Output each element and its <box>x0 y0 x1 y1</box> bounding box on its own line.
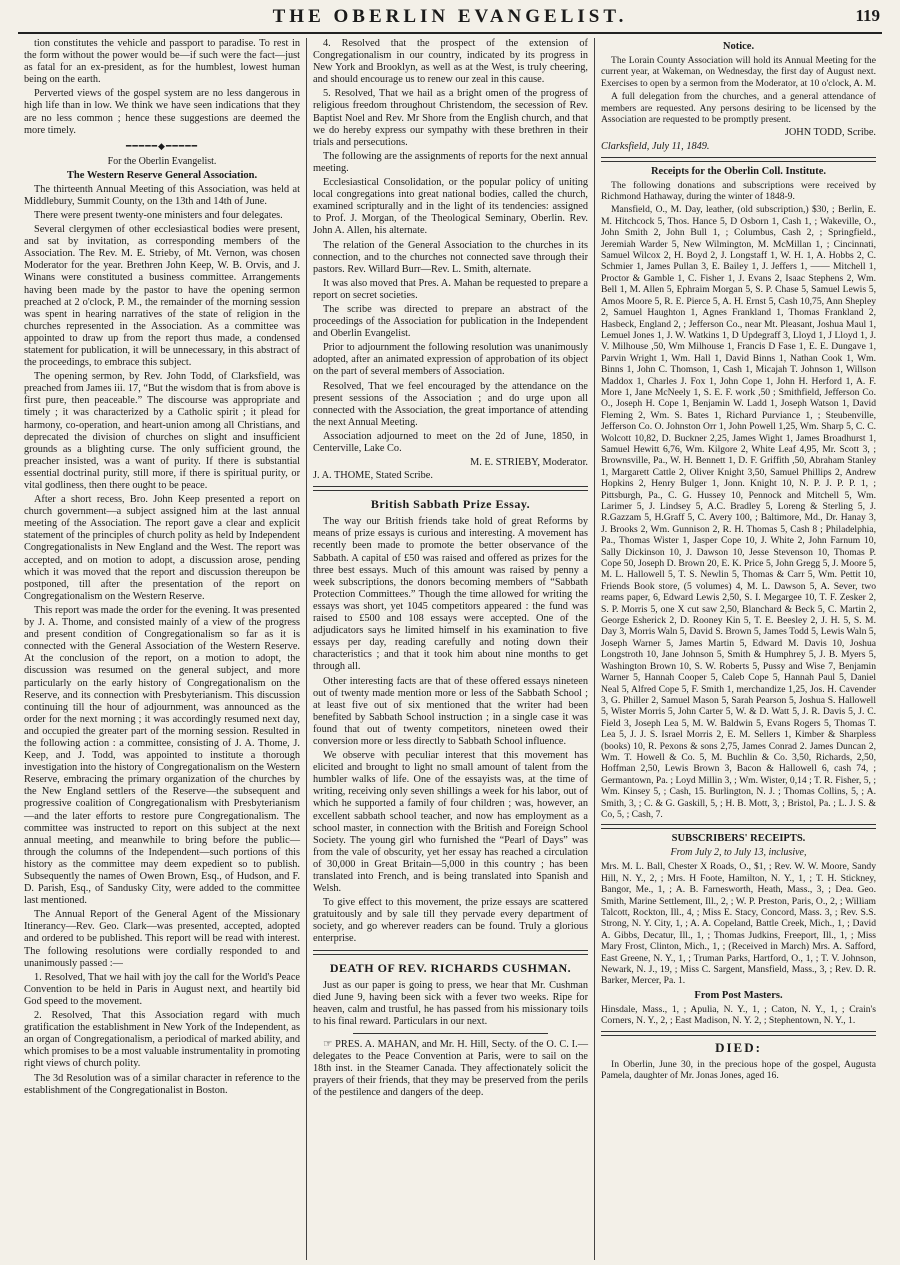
section-divider <box>313 950 588 955</box>
article-paragraph: This report was made the order for the evening. It was presented by J. A. Thome, and consisted mainly of a view of the progress and present condition of Congregationalism so far as it is connected with the General Association of the Western Reserve. At the conclusion of the report, on a motion to adopt, the discussion was resumed on the general subject, and more particularly on the early history of Congregationalism on the Reserve, and its connection with Presbyterianism. This discussion continuing till the hour of adjournment, was announced as the order for the next morning ; it was accordingly resumed next day, and occupied the greater part of the morning session. Resulted in the following action : a committee, consisting of J. A. Thome, J. Keep, and J. Todd, was appointed to institute a thorough investigation into the history of Congregationalism on the Western Reserve, embracing the primary organization of the churches by the New England settlers of the Reserve—the subsequent and progressive coalition of Congregationalism with Presbyterianism—and the later efforts to restore pure Congregationalism. The committee was instructed to report on this subject at the next annual meeting, and meanwhile to bring before the public—through the columns of the Independent—such portions of this history as the committee may deem expedient so to publish. Subsequently the names of Owen Brown, Esq., of Hudson, and F. D. Parish, Esq., of Sandusky City, were added to the committee last mentioned. <box>24 604 300 907</box>
article-paragraph: Ecclesiastical Consolidation, or the popular policy of uniting local congregations into great national bodies, called the church, examined scripturally and in the light of its tendencies: assigned to Prof. J. Morgan, of the Theological Seminary, Oberlin. Rev. John A. Allen, his alternate. <box>313 177 588 237</box>
section-divider <box>313 486 588 491</box>
article-paragraph: The scribe was directed to prepare an abstract of the proceedings of the Association for publication in the Independent and Oberlin Evangelist. <box>313 303 588 340</box>
article-paragraph: Association adjourned to meet on the 2d of June, 1850, in Centerville, Lake Co. <box>313 430 588 454</box>
intro-paragraph: tion constitutes the vehicle and passport to paradise. To rest in the form without the power would be—if such were the fact—just as fatal for an ex-president, as for the humblest, lowest human being on the earth. <box>24 38 300 86</box>
article-heading: British Sabbath Prize Essay. <box>370 497 531 512</box>
article-paragraph: The 3d Resolution was of a similar character in reference to the establishment of the Congregationalist in Boston. <box>24 1072 300 1096</box>
notice-dateline: Clarksfield, July 11, 1849. <box>601 140 710 152</box>
notice-paragraph: A full delegation from the churches, and a general attendance of members are requested. Any persons desiring to be licensed by the Association are requested to be promptly present. <box>601 91 876 126</box>
article-paragraph: We observe with peculiar interest that this movement has elicited and brought to light no small amount of talent from the humbler walks of life. One of the essayists was, at the time of writing, receiving only seven shillings a week for his labor, out of which he supported a family of four children ; was, however, an excellent sabbath school teacher, and now has employment as a school master, in connection with the British and Foreign School Society. The young girl who furnished the “Pearl of Days” was from the vale of obscurity, yet her essay has reached a circulation of 30,000 in Great Britain—5,000 in this country ; has been translated into French, and is being translated into Spanish and Welsh. <box>313 750 588 895</box>
article-paragraph: 2. Resolved, That this Association regard with much gratification the establishment in New York of the Independent, as an organ of Congregationalism, a periodical of marked ability, and which promises to be a most valuable instrumentality in promoting right views of church polity. <box>24 1010 300 1070</box>
section-divider: ━━━━━◆━━━━━ <box>125 140 199 151</box>
subscribers-heading: SUBSCRIBERS' RECEIPTS. <box>671 833 806 845</box>
signature-moderator: M. E. STRIEBY, Moderator. <box>470 457 588 469</box>
section-divider <box>601 824 876 829</box>
article-paragraph: Several clergymen of other ecclesiastical bodies were present, and sat by invitation, as corresponding members of the Association. The Rev. M. E. Strieby, of Mt. Vernon, was chosen Moderator for the year. Brethren John Keep, W. B. Orvis, and J. Winans were constituted a business committee. Arrangements having been made by the pastor to have the opening sermon preached at 2 o'clock, P. M., the remainder of the morning session was spent in hearing narratives of the state of religion in the churches represented in the Association. As a committee was appointed to draw up from the report thus made, a condensed statement for publication, it will be unnecessary, in this abstract of the proceedings, to embrace this subject. <box>24 224 300 369</box>
article-body <box>313 38 588 455</box>
article-paragraph: Other interesting facts are that of these offered essays nineteen out of twenty made mention more or less of the Sabbath School ; at least five out of six mentioned that the writer had been benefited by Sabbath School instruction ; in a single case it was found that out of twenty competitors, nineteen owed their conversion more or less directly to Sabbath School influence. <box>313 675 588 747</box>
column-2 <box>306 38 594 1260</box>
notice-body <box>601 55 876 125</box>
article-paragraph: ☞ PRES. A. MAHAN, and Mr. H. Hill, Secty. of the O. C. I.—delegates to the Peace Convention at Paris, were to sail on the 18th inst. in the Steamer Canada. They affectionately solicit the prayers of their friends, that they may be preserved from the perils of the pestilence and dangers of the deep. <box>313 1038 588 1099</box>
subscribers-dateline: From July 2, to July 13, inclusive, <box>670 847 807 859</box>
column-3 <box>594 38 882 1260</box>
article-paragraph: The following are the assignments of reports for the next annual meeting. <box>313 150 588 174</box>
article-paragraph: The thirteenth Annual Meeting of this Association, was held at Middlebury, Summit County, on the 13th and 14th of June. <box>24 183 300 207</box>
article-paragraph: After a short recess, Bro. John Keep presented a report on church government—a subject assigned him at the last annual meeting of the Association. The report gave a clear and explicit statement of the principles of church polity as held by Independent Congregationalists in New England and the West. The report was accepted, and on motion to adopt, a discussion arose, pending which it was moved that the report and discussion thereupon be postponed, till after the presentation of the report on Congregationalism on the Western Reserve. <box>24 494 300 602</box>
columns <box>18 38 882 1260</box>
article-paragraph: It was also moved that Pres. A. Mahan be requested to prepare a report on secret societies. <box>313 277 588 301</box>
section-divider <box>353 1033 548 1034</box>
signature-scribe: J. A. THOME, Stated Scribe. <box>313 470 433 482</box>
article-paragraph: The relation of the General Association to the churches in its connection, and to the churches not connected save through their pastors. Rev. Willard Burr—Rev. L. Smith, alternate. <box>313 239 588 275</box>
subscribers-list: Mrs. M. L. Ball, Chester X Roads, O., $1, ; Rev. W. W. Moore, Sandy Hill, N. Y., 2, ; Mrs. H Foote, Hamilton, N. Y., 1, ; T. H. Stickney, Bangor, Me., 1, ; A. B. Farnesworth, Heath, Mass., 3, ; Dea. Geo. Smith, Marine Settlement, Ill., 2, ; W. P. Preston, Paris, O., 2, ; William Talcott, Rockton, Ill., 4, ; Miss E. Stacy, Concord, Mass. 3, ; Rev. S.S. Strong, N. Y. City, 1, ; A. A. Copeland, Battle Creek, Mich., 1, ; David A. Gibbs, Decatur, Ill., 1, ; Thomas Judkins, Freeport, Ill., 1, ; Miss Mary Frost, Clinton, Mich., 1, ; (Received in March) Mrs. A. Safford, East Greene, N. Y., 1, ; Truman Parks, Hartford, O., 1, ; T. V. Johnson, Newark, N. J., 19, ; Miss C. Sargent, Mansfield, Mass., 3, ; Rev. D. R. Barker, Mercer, Pa. 1. <box>601 861 876 987</box>
receipts-heading: Receipts for the Oberlin Coll. Institute. <box>650 165 827 177</box>
receipts-intro: The following donations and subscriptions were received by Richmond Hathaway, during the winter of 1848-9. <box>601 179 876 203</box>
article-heading: The Western Reserve General Association. <box>66 169 258 181</box>
article-paragraph: Resolved, That we feel encouraged by the attendance on the present sessions of the Association ; and do urge upon all connected with the Association, the great importance of attending the next Annual Meeting. <box>313 380 588 428</box>
article-paragraph: There were present twenty-one ministers and four delegates. <box>34 209 283 221</box>
masthead <box>18 0 882 34</box>
article-paragraph: 4. Resolved that the prospect of the extension of Congregationalism in our country, indicated by its progress in New York and Brooklyn, as well as at the West, is truly cheering, and should encourage us to renew our zeal in this cause. <box>313 38 588 86</box>
article-paragraph: The opening sermon, by Rev. John Todd, of Clarksfield, was preached from James iii. 17, “But the wisdom that is from above is first pure, then peaceable.” The discourse was appropriate and timely ; it was characterized by a Catholic spirit ; it plead for harmony, co-operation, and heart-union among all Christians, and deprecated the division of churches on slight and insufficient grounds as a blighting curse. The only sufficient ground, the preacher insisted, was a want of purity. If there is substantial essential doctrinal purity, still more, if there is spiritual purity, or vital godliness, then there ought to be peace. <box>24 371 300 491</box>
article-paragraph: Prior to adjournment the following resolution was unanimously adopted, after an animated expression of approbation of its object on the part of several members of Association. <box>313 342 588 378</box>
for-line: For the Oberlin Evangelist. <box>107 155 217 167</box>
section-divider <box>601 1031 876 1036</box>
article-heading: DEATH OF REV. RICHARDS CUSHMAN. <box>329 960 572 975</box>
publication-title: THE OBERLIN EVANGELIST. <box>272 6 628 27</box>
article-paragraph: The way our British friends take hold of great Reforms by means of prize essays is curious and interesting. A movement has recently been made to promote the better observance of the Sabbath. A capital of £50 was raised and offered as prizes for the three best essays. Much of this amount was raised by penny a week subscriptions, the donors becoming members of “Sabbath Protection Committees.” Though the time allowed for writing the essays was short, yet 1045 competitors appeared : the fund was raised to £500 and 108 essays were accepted. One of the adjudicators says he limited himself in his examination to five essays per day, reading carefully and noting down their characteristics ; and that it took him about nine months to get through all. <box>313 516 588 673</box>
article-paragraph: The Annual Report of the General Agent of the Missionary Itinerancy—Rev. Geo. Clark—was presented, accepted, adopted and ordered to be published. This report will be read with interest. The following resolutions were cordially responded to and unanimously passed :— <box>24 909 300 969</box>
intro-paragraph: Perverted views of the gospel system are no less dangerous in high life than in low. We think we have seen indications that they are no less common ; hence these suggestions are deemed the more timely. <box>24 88 300 136</box>
postmasters-heading: From Post Masters. <box>694 989 783 1001</box>
page-number: 119 <box>855 6 880 25</box>
postmasters-list: Hinsdale, Mass., 1, ; Apulia, N. Y., 1, ; Caton, N. Y., 1, ; Crain's Corners, N. Y., 2, ; East Madison, N. Y. 2, ; Stephentown, N. Y., 1. <box>601 1003 876 1027</box>
section-divider <box>601 157 876 162</box>
notice-signature: JOHN TODD, Scribe. <box>784 127 876 139</box>
article-body <box>313 516 588 945</box>
article-paragraph: 5. Resolved, That we hail as a bright omen of the progress of religious freedom throughout Christendom, the secession of Rev. Baptist Noel and Rev. Mr Shore from the English church, and that we do hereby express our sympathy with these brethren in their trials and persecutions. <box>313 88 588 148</box>
article-body <box>24 184 300 1097</box>
notice-paragraph: The Lorain County Association will hold its Annual Meeting for the current year, at Wakeman, on Wednesday, the first day of August next. Exercises to open by a sermon from the Moderator, at 10 o'clock, A. M. <box>601 55 876 89</box>
article-paragraph: 1. Resolved, That we hail with joy the call for the World's Peace Convention to be held in Paris in August next, and heartily bid God speed to the movement. <box>24 971 300 1007</box>
column-1 <box>18 38 306 1260</box>
receipts-list: Mansfield, O., M. Day, leather, (old subscription,) $30, ; Berlin, E. M. Hitchcock 5, Thos. Hance 5, D Osborn 1, Cash 1, ; Wakeville, O., John Smith 2, John Bull 1, ; Columbus, Cash 2, ; Springfield., Jeremiah Warder 5, New Wilmington, M. McMillan 1, ; Cincinnati, Samuel Wilcox 2, H. Boyd 2, J. Longstaff 1, W. H. 1, A. Hobbs 2, C. Schmier 1, James Pullan 3, E. Bailey 1, J. Jeffers 1, —— Mitchell 1, Proctor & Gamble 1, C. Fisher 1, J. Evans 2, Isaac Stephens 2, Wm. Bell 1, M. Allen 5, Ephraim Morgan 5, S. P. Chase 5, Samuel Lewis 5, Amos Moore 5, R. E. Pierce 5, A. H. Ernst 5, Cash 10,75, Ann Shepley 2, Samuel Haughton 1, Agnes Frankland 1, Thomas Frankland 2, Hasbeck, England 2, ; Jefferson Co., near Mt. Pleasant, Joshua Maul 1, Lemuel Jones 1, J. W. Watkins 1, D Updegraff 3, Lloyd 1, J Lloyd 1, J. V. Milhouse ,50, Wm Milhouse 1, Francis D Fase 1, E. E. Dungave 1, Parvin Wright 1, Wm. Hall 1, David Binns 1, Nathan Cook 1, Wm. Binns 1, John C. Thomson, 1, Cash 1, Micajah T. Johnson 1, Willson Maddox 1, Charles J. Fox 1, John Cope 1, John H. Herford 1, A. F. More 1, Jane McNeely 1, S. E. F. work ,50 ; Smithfield, Jefferson Co. O., Joseph H. Cope 1, Benjamin W. Ladd 1, Joseph Watson 1, David Fleming 2, Wm. S. Bates 1, Richard Purviance 1, ; Steubenville, Jefferson Co. O. Johnston Orr 1, John Powell 1,25, Wm. Sharp 5, C. C. Wolcott 10,82, D. Buckner 2,25, James Wight 1, James Broadhurst 1, Samuel Hewitt 6,76, Wm. Kilgore 2, White Leaf 4,95, Mr. Scott 3, ; Brownsville, Pa., W. H. Bennett 1, D. F. Griffith ,50, Abraham Stanley 1, Margarett Cattle 2, Oliver Knight 3,50, Samuel Phillips 2, Andrew Hopkins 2, Henry Bulger 1, Jonn. Knight 10, N. P. J. P. P. 1, ; Pittsburgh, Pa., C. G. Hussey 10, Pennock and Mitchell 5, Wm. Larimer 5, J. Lindsey 5, A.C. Bradley 5, Loreng & Sterling 5, J. R.Gazzam 5, H.Graff 5, C. Avery 100, ; Baltimore, Md., Dr. Hanay 3, J. Brooks 2, Wm. Gunnison 2, R. H. Thomas 5, Cash 8 ; Philadelphia, Pa., Thomas Wister 1, Jasper Cope 10, J. White 2, John Farnum 10, Sally Dickinson 10, J. Dawson 10, Jesse Stevenson 10, Thomas P. Cope 50, Joseph D. Brown 20, E. K. Price 5, John Gregg 5, J. Moore 5, M. L. Hallowell 5, T. S. Newlin 5, Thomas & Carr 5, Wm. Pettit 10, Friends Book store, (5 volumes) 4, M. L. Dawson 5, A. Sever, two reams paper, 6, Edward Lewis 2,50, S. I. Megargee 10, T. F. Zesker 2, S. P. Morris 5, one X cut saw 2,50, Blanchard & Beck 5, C. Martin 2, George Esherick 2, D. Rooney Kin 5, T. E. Beesley 2, J. H. 5, S. M. Day 3, Morris Waln 5, David S. Brown 5, James Todd 5, Lewis Waln 5, Joseph Warner 5, James Martin 5, Edward M. Davis 10, Joshua Longstroth 10, Jane Johnson 5, Smith & Humphrey 5, J. B. Myers 5, Washington Brown 10, S. W. Roberts 5, Pussy and Wise 7, Benjamin Warner 5, Hannah Cooper 5, Caleb Cope 5, Hannah Paul 5, Daniel Neal 5, Alfred Cope 5, F. Smith 1, merchandize 1,25, Jos. H. Cavender 3, G. Philler 2, Samuel Mason 5, Sarah Pearson 5, Joshua S. Hallowell 5, Wister Morris 5, John Carter 5, W. & D. Watt 5, J. R. Davis 5, J. C. Field 3, Joseph Lea 5, M. W. Baldwin 5, Evans Rogers 5, Thomas T. Lea 5, J. J. S. Israel Morris 2, E. M. Sellers 1, Kimber & Sharpless (books) 10, R. Pexons & sons 2,75, James Conrad 2. James Duncan 2, Wm. T. Howell & Co. 5, M. Buchlin & Co. 3,50, Richards, 2,50, Hoffman 2,50, Lewis Brown 3, Bacon & Hallowell 6, cash 74, ; Germantown, Pa. ; Loyd Millin 3, ; Wm. Wister, 0,14 ; T. R. Fisher, 5, ; Wm. Kinsey 5, ; Cash, 15. Burlington, N. J. ; Thomas Collins, 5, ; A. Smith, 3, ; C. & G. Gaskill, 5, ; H. B. Mott, 3, ; Bristol, Pa. ; L. J. S. & Co, 5, ; Cash, 7. <box>601 204 876 820</box>
article-paragraph: To give effect to this movement, the prize essays are scattered gratuitously and by sale till they pervade every department of society, and go wherever readers can be found. Truly a glorious enterprise. <box>313 897 588 945</box>
died-notice: In Oberlin, June 30, in the precious hope of the gospel, Augusta Pamela, daughter of Mr. Jonas Jones, aged 16. <box>601 1058 876 1082</box>
died-heading: DIED: <box>715 1039 762 1055</box>
notice-heading: Notice. <box>722 41 755 52</box>
article-paragraph: Just as our paper is going to press, we hear that Mr. Cushman died June 9, having been sick with a fever two weeks. Ripe for heaven, calm and trustful, he has passed from his missionary toils to his final reward. Particulars in our next. <box>313 979 588 1027</box>
